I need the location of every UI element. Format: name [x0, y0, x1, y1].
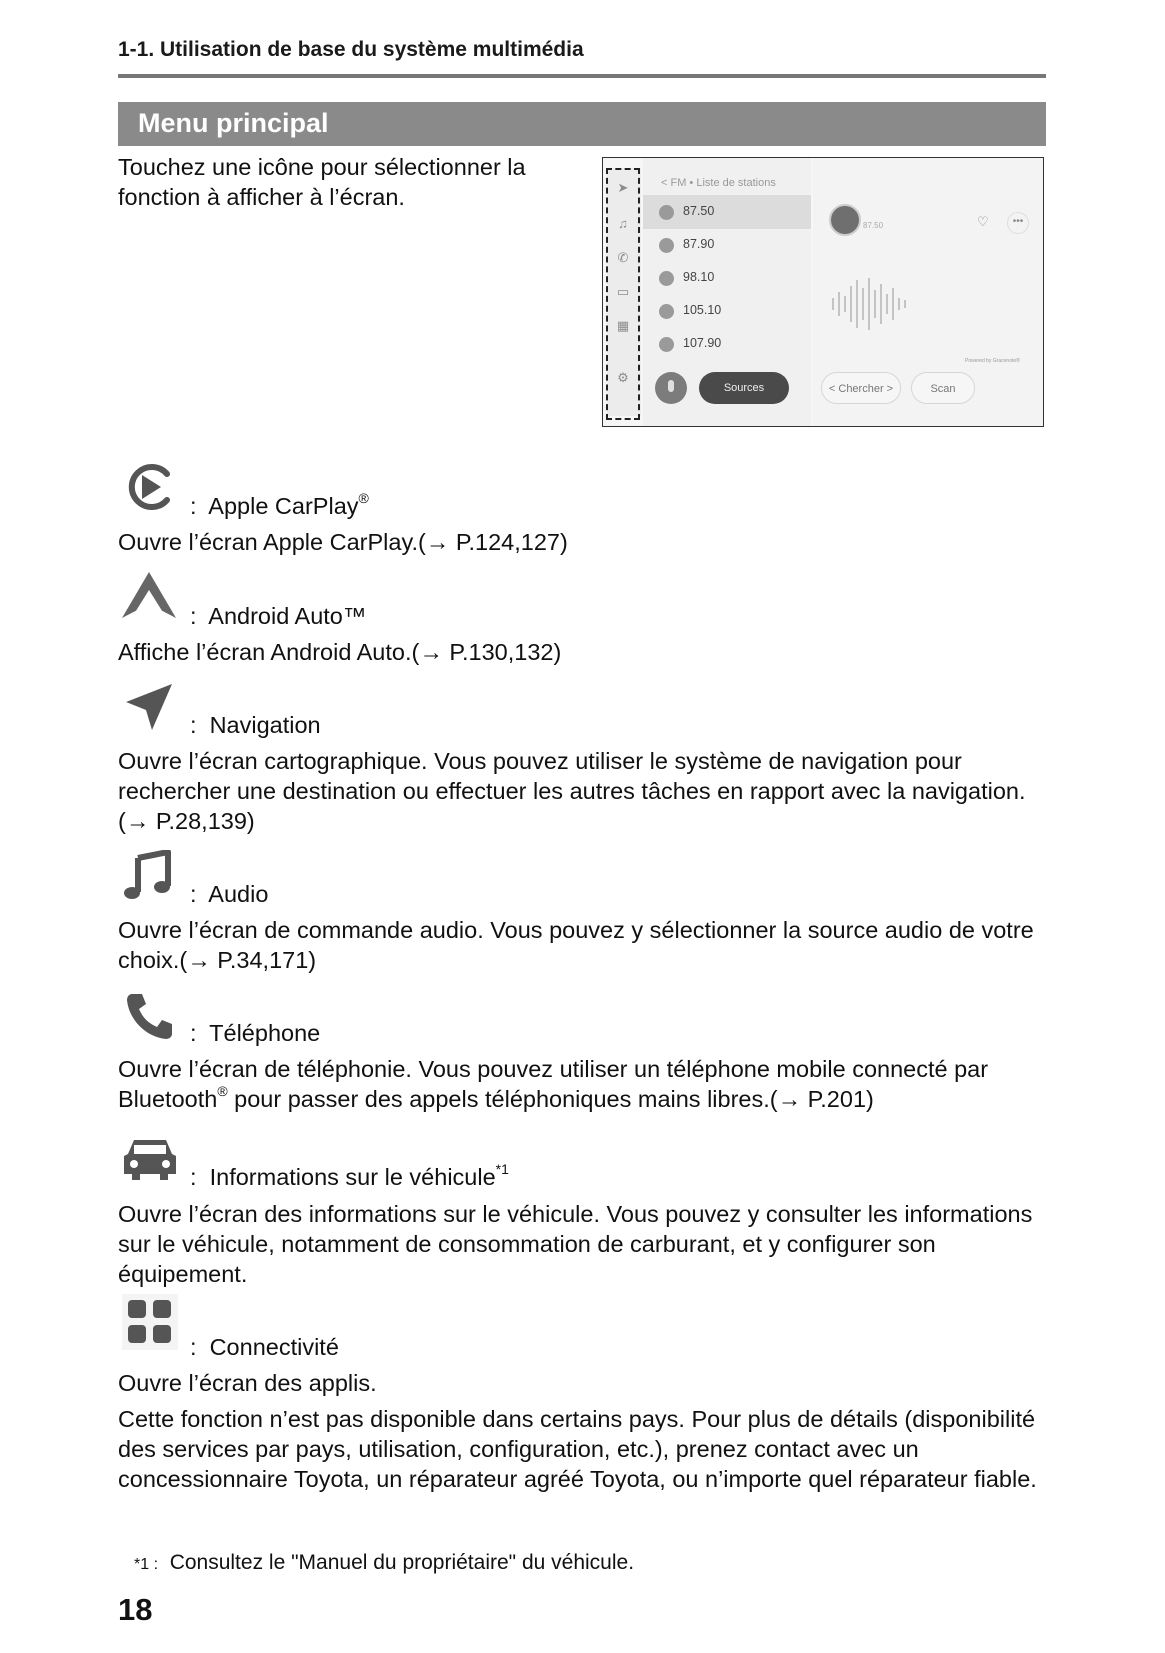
gear-icon: ⚙ — [617, 370, 629, 385]
search-button: < Chercher > — [821, 372, 901, 404]
item-label-carplay: : Apple CarPlay® — [190, 490, 369, 519]
item-desc-vehicle-info: Ouvre l’écran des informations sur le véhicule. Vous pouvez y consulter les informations sur le véhicule, notamment de consommation de carburant, et y configurer son équipement. — [118, 1201, 1033, 1287]
phone-icon: ✆ — [617, 250, 629, 265]
music-note-icon — [122, 850, 176, 902]
sidebar-highlight — [606, 168, 640, 420]
now-playing-frequency: 87.50 — [863, 221, 884, 230]
item-label-navigation: : Navigation — [190, 712, 321, 738]
station-frequency: 87.50 — [683, 204, 715, 218]
audio-wave-icon — [827, 276, 917, 332]
page-number: 18 — [118, 1592, 153, 1627]
station-frequency: 98.10 — [683, 270, 715, 284]
screen-illustration — [602, 157, 1044, 427]
sources-button: Sources — [699, 372, 789, 404]
item-desc-navigation: Ouvre l’écran cartographique. Vous pouvez utiliser le système de navigation pour rechercher une destination ou effectuer les autres tâches en rapport avec la navigation.(→ P.28,139) — [118, 748, 1026, 834]
station-item — [643, 261, 811, 295]
station-item — [643, 228, 811, 262]
radio-icon — [659, 238, 674, 253]
item-label-android-auto: : Android Auto™ — [190, 603, 367, 629]
radio-icon — [659, 304, 674, 319]
item-label-connectivity: : Connectivité — [190, 1334, 339, 1360]
music-note-icon: ♫ — [618, 216, 628, 231]
nav-arrow-icon: ➤ — [617, 180, 629, 195]
more-icon: ••• — [1007, 212, 1029, 234]
item-label-vehicle-info: : Informations sur le véhicule$^{*1}$ — [190, 1161, 509, 1190]
registered-mark: ® — [217, 1083, 228, 1100]
item-desc-android-auto: Affiche l’écran Android Auto.(→ P.130,132) — [118, 639, 562, 665]
apps-grid-icon — [122, 1294, 178, 1350]
running-header: 1-1. Utilisation de base du système multimédia — [118, 38, 584, 61]
station-item — [643, 294, 811, 328]
item-desc-connectivity-note: Cette fonction n’est pas disponible dans certains pays. Pour plus de détails (disponibilité des services par pays, utilisation, configuration, etc.), prenez contact avec un concessionnaire Toyota, un réparateur agréé Toyota, ou n’importe quel réparateur fiable. — [118, 1406, 1037, 1492]
desc-text: pour passer des appels téléphoniques mains libres.(→ P.201) — [227, 1086, 874, 1112]
station-frequency: 87.90 — [683, 237, 715, 251]
item-label-telephone: : Téléphone — [190, 1020, 321, 1046]
radio-icon — [659, 337, 674, 352]
station-item — [643, 327, 811, 361]
section-bar — [118, 102, 1046, 146]
android-auto-icon — [120, 570, 178, 622]
breadcrumb: < FM • Liste de stations — [661, 177, 776, 189]
item-desc-carplay: Ouvre l’écran Apple CarPlay.(→ P.124,127) — [118, 529, 568, 555]
item-desc-audio: Ouvre l’écran de commande audio. Vous pouvez y sélectionner la source audio de votre choix.(→ P.34,171) — [118, 917, 1034, 973]
footnote-text: Consultez le "Manuel du propriétaire" du véhicule. — [169, 1551, 635, 1574]
powered-by: Powered by Gracenote® — [965, 358, 1020, 364]
item-desc-connectivity: Ouvre l’écran des applis. — [118, 1370, 377, 1396]
item-label-audio: : Audio — [190, 881, 269, 907]
intro-text: Touchez une icône pour sélectionner la fonction à afficher à l’écran. — [118, 154, 526, 210]
station-frequency: 107.90 — [683, 336, 722, 350]
station-logo-icon — [829, 204, 861, 236]
station-frequency: 105.10 — [683, 303, 722, 317]
carplay-icon — [124, 460, 174, 514]
radio-icon — [659, 271, 674, 286]
label-text: Apple CarPlay — [208, 493, 359, 519]
label-text: Informations sur le véhicule — [209, 1164, 496, 1190]
header-rule — [118, 74, 1046, 78]
navigation-icon — [122, 680, 176, 734]
car-icon: ▭ — [616, 284, 630, 299]
mic-icon — [655, 372, 687, 404]
apps-grid-icon: ▦ — [616, 318, 630, 333]
heart-icon: ♡ — [977, 214, 989, 229]
section-title: Menu principal — [138, 108, 329, 138]
phone-icon — [124, 990, 176, 1042]
car-icon — [122, 1136, 178, 1182]
footnote — [134, 1550, 634, 1578]
desc-text: Ouvre l’écran de téléphonie. Vous pouvez utiliser un téléphone mobile connecté par Bluetooth — [118, 1056, 989, 1112]
footnote-mark: *1 : — [134, 1556, 159, 1573]
radio-icon — [659, 205, 674, 220]
registered-mark: ® — [358, 490, 369, 507]
scan-button: Scan — [911, 372, 975, 404]
footnote-ref: *1 — [495, 1161, 509, 1178]
item-desc-telephone — [118, 1054, 1048, 1114]
station-item — [643, 195, 811, 229]
